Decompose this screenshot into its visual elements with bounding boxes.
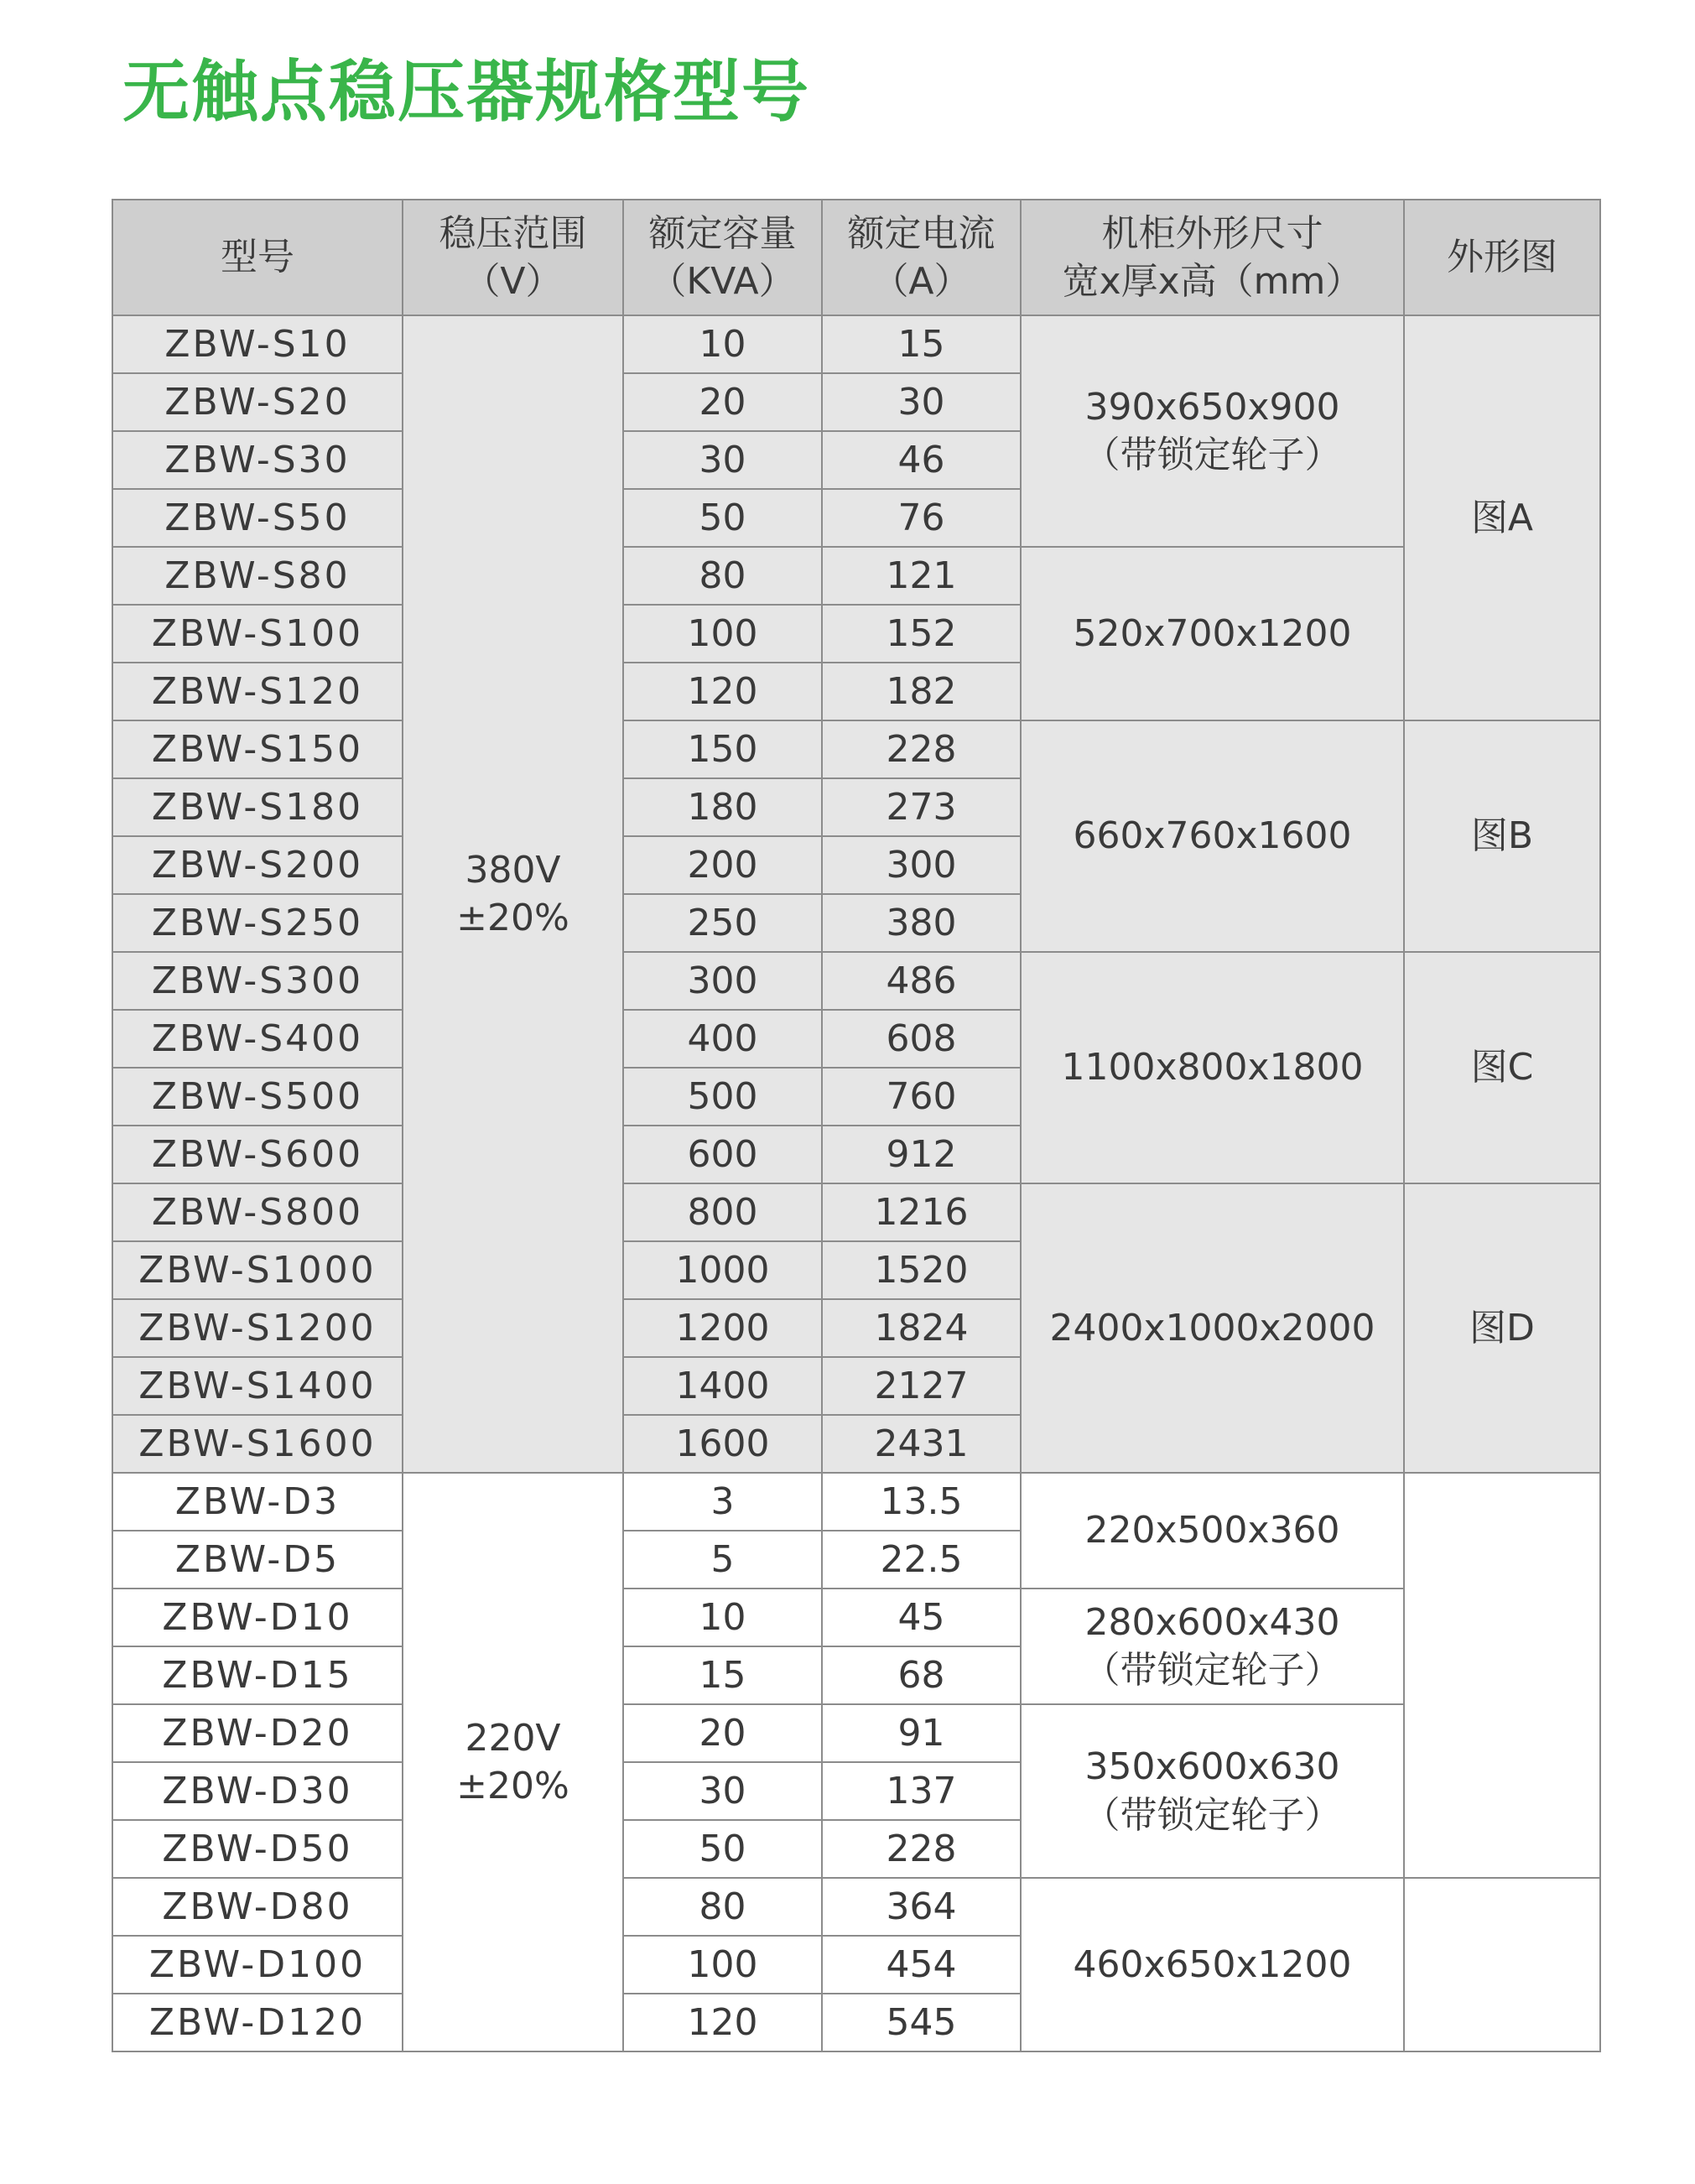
header-range-line2: （V） xyxy=(463,260,563,303)
capacity-cell: 10 xyxy=(623,315,822,373)
current-cell: 45 xyxy=(822,1589,1021,1646)
capacity-cell: 500 xyxy=(623,1068,822,1126)
model-cell: ZBW-S500 xyxy=(112,1068,403,1126)
dimensions-line: 350x600x630 xyxy=(1084,1745,1340,1789)
current-cell: 760 xyxy=(822,1068,1021,1126)
figure-cell: 图A xyxy=(1404,315,1600,720)
voltage-range-cell xyxy=(403,1473,623,2051)
capacity-cell: 50 xyxy=(623,1820,822,1878)
model-cell: ZBW-S20 xyxy=(112,373,403,431)
table-row xyxy=(112,315,1600,373)
voltage-range-cell xyxy=(403,315,623,1473)
current-cell: 121 xyxy=(822,547,1021,605)
model-cell: ZBW-D80 xyxy=(112,1878,403,1936)
model-cell: ZBW-S30 xyxy=(112,431,403,489)
header-figure: 外形图 xyxy=(1404,200,1600,315)
model-cell: ZBW-S200 xyxy=(112,836,403,894)
dimensions-line: （带锁定轮子） xyxy=(1083,1793,1342,1837)
dimensions-line: （带锁定轮子） xyxy=(1083,1649,1342,1692)
model-cell: ZBW-S80 xyxy=(112,547,403,605)
model-cell: ZBW-D30 xyxy=(112,1762,403,1820)
dimensions-line: （带锁定轮子） xyxy=(1083,434,1342,476)
current-cell: 228 xyxy=(822,1820,1021,1878)
dimensions-cell xyxy=(1021,1589,1404,1704)
capacity-cell: 180 xyxy=(623,778,822,836)
voltage-range-line: 380V xyxy=(465,848,561,892)
capacity-cell: 20 xyxy=(623,1704,822,1762)
dimensions-line: 390x650x900 xyxy=(1084,385,1340,429)
current-cell: 228 xyxy=(822,720,1021,778)
model-cell: ZBW-S1200 xyxy=(112,1299,403,1357)
model-cell: ZBW-S1000 xyxy=(112,1241,403,1299)
current-cell: 486 xyxy=(822,952,1021,1010)
model-cell: ZBW-S100 xyxy=(112,605,403,663)
model-cell: ZBW-S300 xyxy=(112,952,403,1010)
model-cell: ZBW-S180 xyxy=(112,778,403,836)
capacity-cell: 120 xyxy=(623,663,822,720)
current-cell: 91 xyxy=(822,1704,1021,1762)
current-cell: 380 xyxy=(822,894,1021,952)
model-cell: ZBW-D3 xyxy=(112,1473,403,1531)
dimensions-cell xyxy=(1021,547,1404,720)
capacity-cell: 200 xyxy=(623,836,822,894)
current-cell: 152 xyxy=(822,605,1021,663)
capacity-cell: 10 xyxy=(623,1589,822,1646)
dimensions-line: 2400x1000x2000 xyxy=(1049,1306,1375,1349)
current-cell: 608 xyxy=(822,1010,1021,1068)
model-cell: ZBW-D50 xyxy=(112,1820,403,1878)
current-cell: 13.5 xyxy=(822,1473,1021,1531)
capacity-cell: 30 xyxy=(623,431,822,489)
capacity-cell: 1600 xyxy=(623,1415,822,1473)
capacity-cell: 1000 xyxy=(623,1241,822,1299)
table-row xyxy=(112,547,1600,605)
header-current xyxy=(822,200,1021,315)
current-cell: 137 xyxy=(822,1762,1021,1820)
table-row xyxy=(112,952,1600,1010)
dimensions-cell xyxy=(1021,1878,1404,2051)
figure-cell: 图B xyxy=(1404,720,1600,952)
model-cell: ZBW-D10 xyxy=(112,1589,403,1646)
capacity-cell: 80 xyxy=(623,1878,822,1936)
dimensions-line: 660x760x1600 xyxy=(1073,814,1352,858)
model-cell: ZBW-S600 xyxy=(112,1126,403,1183)
dimensions-cell xyxy=(1021,1473,1404,1589)
capacity-cell: 30 xyxy=(623,1762,822,1820)
page-title: 无触点稳压器规格型号 xyxy=(122,53,810,131)
dimensions-line: 220x500x360 xyxy=(1084,1509,1340,1552)
current-cell: 2127 xyxy=(822,1357,1021,1415)
model-cell: ZBW-S120 xyxy=(112,663,403,720)
capacity-cell: 80 xyxy=(623,547,822,605)
current-cell: 545 xyxy=(822,1994,1021,2051)
capacity-cell: 800 xyxy=(623,1183,822,1241)
current-cell: 22.5 xyxy=(822,1531,1021,1589)
header-range xyxy=(403,200,623,315)
capacity-cell: 300 xyxy=(623,952,822,1010)
dimensions-line: 460x650x1200 xyxy=(1073,1942,1352,1986)
figure-cell xyxy=(1404,1878,1600,2051)
dimensions-line: 520x700x1200 xyxy=(1073,611,1352,655)
current-cell: 300 xyxy=(822,836,1021,894)
model-cell: ZBW-D5 xyxy=(112,1531,403,1589)
model-cell: ZBW-S50 xyxy=(112,489,403,547)
capacity-cell: 15 xyxy=(623,1646,822,1704)
table-header-row xyxy=(112,200,1600,315)
header-dimensions xyxy=(1021,200,1404,315)
header-current-line1: 额定电流 xyxy=(847,211,996,255)
figure-cell xyxy=(1404,1473,1600,1878)
header-model: 型号 xyxy=(112,200,403,315)
header-capacity-line2: （KVA） xyxy=(649,260,796,303)
capacity-cell: 120 xyxy=(623,1994,822,2051)
capacity-cell: 150 xyxy=(623,720,822,778)
current-cell: 182 xyxy=(822,663,1021,720)
dimensions-cell xyxy=(1021,1704,1404,1878)
capacity-cell: 50 xyxy=(623,489,822,547)
model-cell: ZBW-S400 xyxy=(112,1010,403,1068)
model-cell: ZBW-D100 xyxy=(112,1936,403,1994)
dimensions-cell xyxy=(1021,952,1404,1183)
table-row xyxy=(112,1589,1600,1646)
voltage-range-line: ±20% xyxy=(456,1765,569,1807)
table-row xyxy=(112,1878,1600,1936)
capacity-cell: 20 xyxy=(623,373,822,431)
capacity-cell: 100 xyxy=(623,1936,822,1994)
capacity-cell: 1200 xyxy=(623,1299,822,1357)
current-cell: 1520 xyxy=(822,1241,1021,1299)
header-dimensions-line2: 宽x厚x高（mm） xyxy=(1062,260,1363,303)
model-cell: ZBW-S800 xyxy=(112,1183,403,1241)
model-cell: ZBW-D20 xyxy=(112,1704,403,1762)
current-cell: 2431 xyxy=(822,1415,1021,1473)
model-cell: ZBW-S1400 xyxy=(112,1357,403,1415)
model-cell: ZBW-S10 xyxy=(112,315,403,373)
capacity-cell: 250 xyxy=(623,894,822,952)
dimensions-cell xyxy=(1021,720,1404,952)
header-dimensions-line1: 机柜外形尺寸 xyxy=(1101,211,1323,255)
header-capacity xyxy=(623,200,822,315)
table-row xyxy=(112,720,1600,778)
current-cell: 912 xyxy=(822,1126,1021,1183)
header-capacity-line1: 额定容量 xyxy=(648,211,797,255)
dimensions-line: 280x600x430 xyxy=(1084,1600,1340,1644)
dimensions-cell xyxy=(1021,315,1404,547)
capacity-cell: 600 xyxy=(623,1126,822,1183)
table-row xyxy=(112,1183,1600,1241)
voltage-range-line: ±20% xyxy=(456,897,569,939)
current-cell: 1824 xyxy=(822,1299,1021,1357)
capacity-cell: 100 xyxy=(623,605,822,663)
model-cell: ZBW-D120 xyxy=(112,1994,403,2051)
model-cell: ZBW-S1600 xyxy=(112,1415,403,1473)
current-cell: 15 xyxy=(822,315,1021,373)
current-cell: 76 xyxy=(822,489,1021,547)
dimensions-cell xyxy=(1021,1183,1404,1473)
capacity-cell: 3 xyxy=(623,1473,822,1531)
capacity-cell: 1400 xyxy=(623,1357,822,1415)
capacity-cell: 400 xyxy=(623,1010,822,1068)
header-current-line2: （A） xyxy=(871,260,971,303)
figure-cell: 图D xyxy=(1404,1183,1600,1473)
current-cell: 68 xyxy=(822,1646,1021,1704)
current-cell: 1216 xyxy=(822,1183,1021,1241)
figure-cell: 图C xyxy=(1404,952,1600,1183)
current-cell: 30 xyxy=(822,373,1021,431)
model-cell: ZBW-D15 xyxy=(112,1646,403,1704)
table-body xyxy=(112,315,1600,2051)
current-cell: 46 xyxy=(822,431,1021,489)
current-cell: 273 xyxy=(822,778,1021,836)
table-row xyxy=(112,1704,1600,1762)
table-row xyxy=(112,1473,1600,1531)
model-cell: ZBW-S250 xyxy=(112,894,403,952)
voltage-range-line: 220V xyxy=(465,1716,561,1760)
capacity-cell: 5 xyxy=(623,1531,822,1589)
spec-table xyxy=(112,199,1601,2052)
header-range-line1: 稳压范围 xyxy=(439,211,587,255)
model-cell: ZBW-S150 xyxy=(112,720,403,778)
current-cell: 364 xyxy=(822,1878,1021,1936)
current-cell: 454 xyxy=(822,1936,1021,1994)
dimensions-line: 1100x800x1800 xyxy=(1061,1046,1364,1089)
